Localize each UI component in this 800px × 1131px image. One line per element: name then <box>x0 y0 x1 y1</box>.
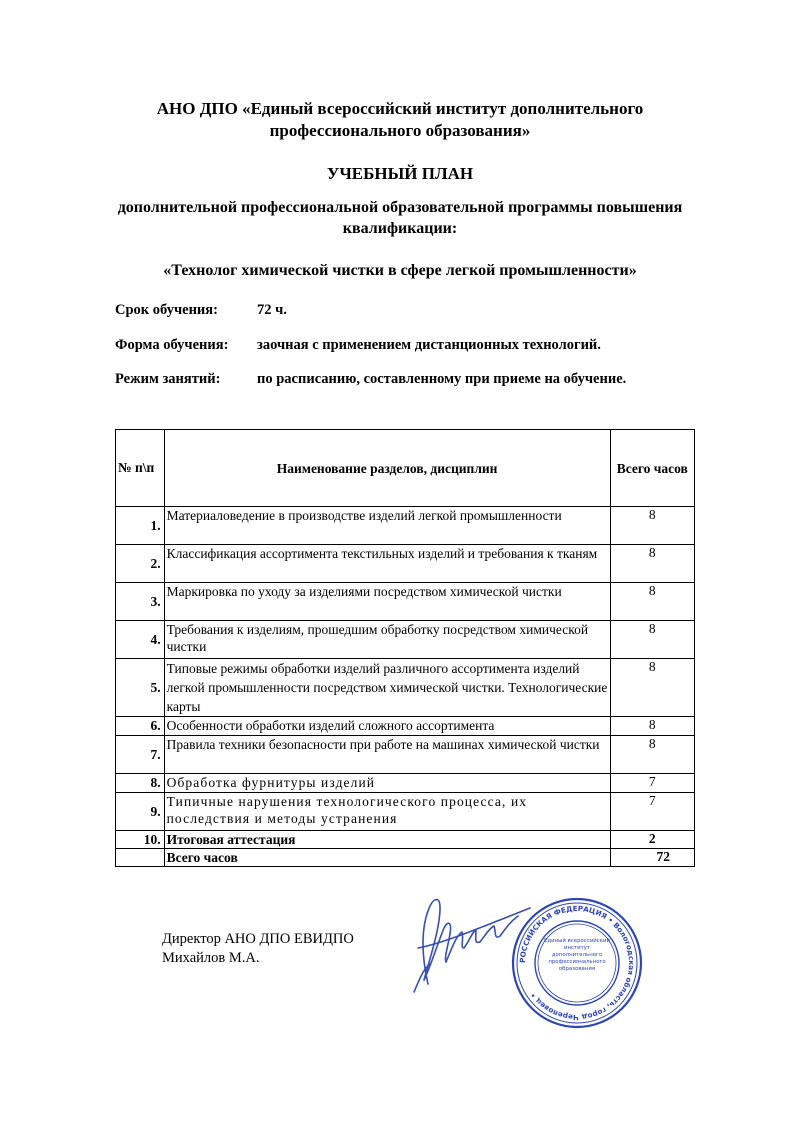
row-hours: 2 <box>610 831 694 849</box>
organization-name: АНО ДПО «Единый всероссийский институт дополнительного профессионального образования» <box>156 99 644 140</box>
total-label: Всего часов <box>164 849 610 867</box>
schedule-value: по расписанию, составленному при приеме на обучение. <box>257 371 627 387</box>
row-name: Требования к изделиям, прошедшим обработку посредством химической чистки <box>164 621 610 659</box>
duration-row <box>115 302 287 319</box>
form-value: заочная с применением дистанционных технологий. <box>257 337 601 353</box>
row-hours: 8 <box>610 736 694 774</box>
row-hours: 8 <box>610 545 694 583</box>
row-num: 7. <box>116 736 165 774</box>
row-name: Особенности обработки изделий сложного ассортимента <box>164 717 610 736</box>
total-hours: 72 <box>610 849 694 867</box>
stamp-center-text: Единый всероссийский институт дополнительного профессионального образования <box>544 938 610 972</box>
row-hours: 8 <box>610 583 694 621</box>
row-num: 6. <box>116 717 165 736</box>
course-name: «Технолог химической чистки в сфере легкой промышленности» <box>163 262 637 279</box>
row-num: 3. <box>116 583 165 621</box>
table-row <box>116 583 695 621</box>
row-num: 1. <box>116 507 165 545</box>
table-row <box>116 774 695 793</box>
table-total-row <box>116 849 695 867</box>
director-block <box>162 930 354 968</box>
col-name-header: Наименование разделов, дисциплин <box>164 430 610 507</box>
form-label: Форма обучения: <box>115 337 229 353</box>
col-hours-header: Всего часов <box>610 430 694 507</box>
director-title: Директор АНО ДПО ЕВИДПО <box>162 931 354 947</box>
row-num: 4. <box>116 621 165 659</box>
form-row <box>115 337 601 354</box>
schedule-label: Режим занятий: <box>115 371 221 387</box>
row-name: Материаловедение в производстве изделий легкой промышленности <box>164 507 610 545</box>
row-num: 9. <box>116 793 165 831</box>
row-num: 8. <box>116 774 165 793</box>
table-header-row <box>116 430 695 507</box>
total-num-cell <box>116 849 165 867</box>
row-name: Итоговая аттестация <box>164 831 610 849</box>
duration-value: 72 ч. <box>257 302 287 318</box>
director-name: Михайлов М.А. <box>162 950 260 966</box>
row-name: Типовые режимы обработки изделий различного ассортимента изделий легкой промышленности посредством химической чистки. Технологические карты <box>164 659 610 717</box>
row-hours: 8 <box>610 621 694 659</box>
row-name: Обработка фурнитуры изделий <box>164 774 610 793</box>
row-hours: 7 <box>610 774 694 793</box>
table-row <box>116 736 695 774</box>
table-row <box>116 793 695 831</box>
table-row <box>116 659 695 717</box>
table-row <box>116 507 695 545</box>
row-num: 5. <box>116 659 165 717</box>
schedule-row <box>115 371 627 388</box>
row-name: Классификация ассортимента текстильных изделий и требования к тканям <box>164 545 610 583</box>
col-num-header: № п\п <box>116 430 165 507</box>
row-hours: 8 <box>610 507 694 545</box>
table-row <box>116 621 695 659</box>
table-row <box>116 717 695 736</box>
row-num: 2. <box>116 545 165 583</box>
row-hours: 8 <box>610 717 694 736</box>
table-row-final-attestation <box>116 831 695 849</box>
row-name: Правила техники безопасности при работе на машинах химической чистки <box>164 736 610 774</box>
table-row <box>116 545 695 583</box>
row-hours: 7 <box>610 793 694 831</box>
official-stamp-image <box>510 896 644 1030</box>
row-name: Маркировка по уходу за изделиями посредством химической чистки <box>164 583 610 621</box>
row-num: 10. <box>116 831 165 849</box>
row-hours: 8 <box>610 659 694 717</box>
program-type: дополнительной профессиональной образовательной программы повышения квалификации: <box>117 199 683 237</box>
row-name: Типичные нарушения технологического процесса, их последствия и методы устранения <box>164 793 610 831</box>
stamp-ring-text: РОССИЙСКАЯ ФЕДЕРАЦИЯ • Вологодская область, город Череповец • <box>517 903 637 1023</box>
curriculum-table <box>115 429 695 867</box>
plan-title: УЧЕБНЫЙ ПЛАН <box>326 164 474 183</box>
duration-label: Срок обучения: <box>115 302 218 318</box>
